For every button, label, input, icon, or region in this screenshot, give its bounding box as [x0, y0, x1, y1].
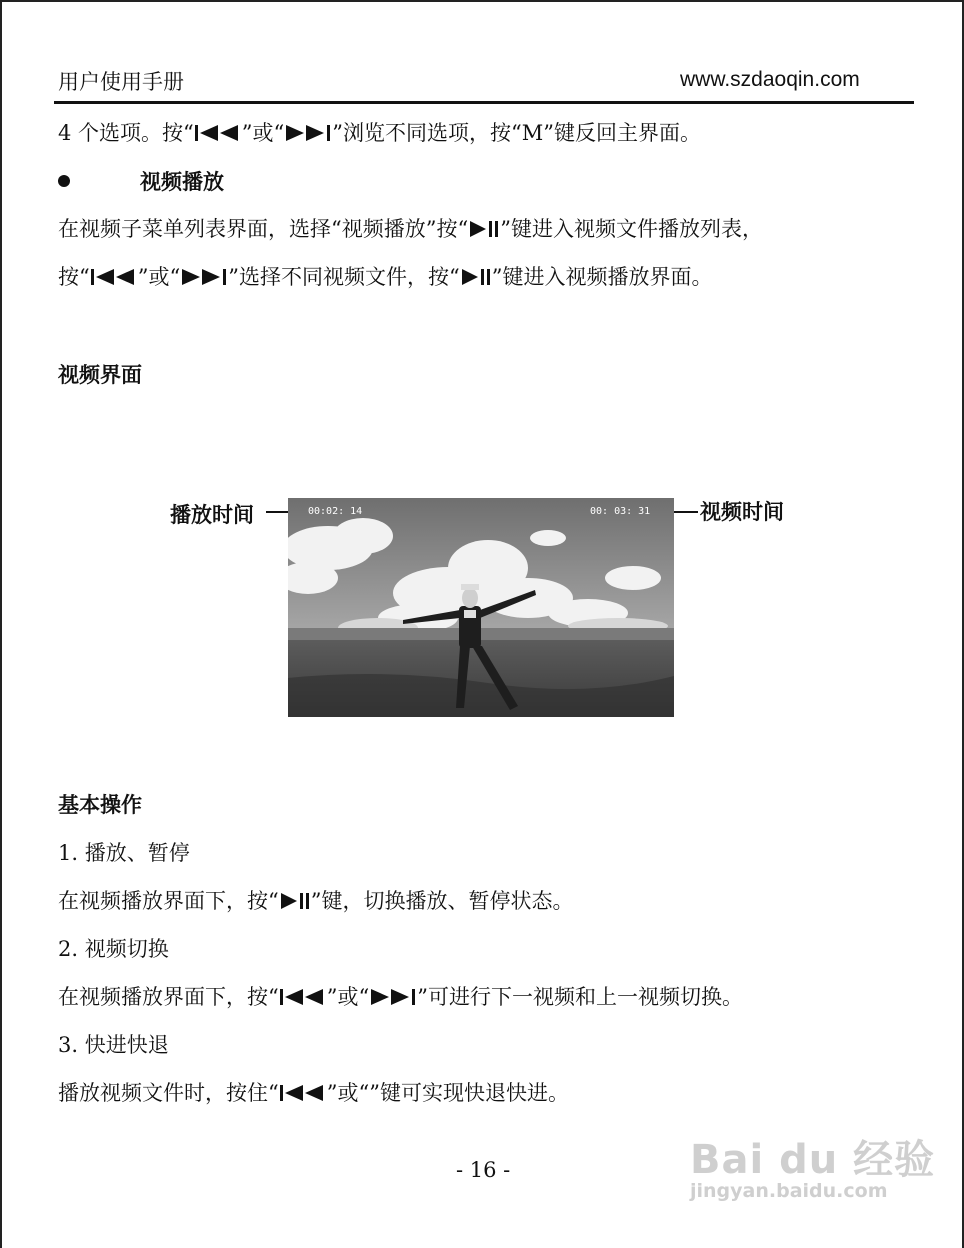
- basic-ops-item3-title: 3. 快进快退: [58, 1033, 169, 1057]
- header-rule: [54, 101, 914, 104]
- video-play-text-2: ”键进入视频文件播放列表，: [500, 217, 763, 241]
- elapsed-time-label: 播放时间: [170, 503, 254, 527]
- video-play-text-1: 在视频子菜单列表界面，选择“视频播放”按“: [58, 217, 469, 241]
- play-pause-icon: [279, 891, 311, 911]
- video-play-text-6: ”键进入视频播放界面。: [491, 265, 713, 289]
- bullet-icon: [58, 175, 70, 187]
- basic-ops-item1-title: 1. 播放、暂停: [58, 841, 190, 865]
- prev-track-icon: [279, 1083, 327, 1103]
- video-frame: [288, 498, 674, 717]
- header-website: www.szdaoqin.com: [680, 68, 860, 91]
- item2-text-1: 在视频播放界面下，按“: [58, 985, 279, 1009]
- video-play-text-5: ”选择不同视频文件，按“: [228, 265, 460, 289]
- basic-ops-item2-text: [58, 984, 743, 1010]
- next-track-icon: [369, 987, 417, 1007]
- item3-text-1: 播放视频文件时，按住“: [58, 1081, 279, 1105]
- item1-text-1: 在视频播放界面下，按“: [58, 889, 279, 913]
- intro-text-1: 4 个选项。按“: [58, 121, 194, 145]
- item3-text-2: ”或“”键可实现快退快进。: [326, 1081, 569, 1105]
- item2-text-2: ”或“: [326, 985, 370, 1009]
- video-play-line-2: [58, 264, 712, 290]
- prev-track-icon: [194, 123, 242, 143]
- play-pause-icon: [468, 219, 500, 239]
- video-play-text-4: ”或“: [137, 265, 181, 289]
- elapsed-time-display: 00:02: 14: [308, 506, 363, 517]
- page-border-top: [0, 0, 964, 2]
- item1-text-2: ”键，切换播放、暂停状态。: [310, 889, 574, 913]
- next-track-icon: [284, 123, 332, 143]
- page-number: - 16 -: [456, 1158, 511, 1182]
- watermark-url: jingyan.baidu.com: [690, 1180, 888, 1202]
- watermark-brand: Bai du 经验: [690, 1137, 936, 1183]
- video-play-text-3: 按“: [58, 265, 90, 289]
- page-border-left: [0, 0, 2, 1248]
- basic-ops-item2-title: 2. 视频切换: [58, 937, 169, 961]
- video-interface-heading: 视频界面: [58, 363, 142, 387]
- prev-track-icon: [90, 267, 138, 287]
- intro-line: [58, 120, 701, 146]
- video-play-heading: 视频播放: [140, 170, 224, 194]
- video-play-line-1: [58, 216, 763, 242]
- total-time-label: 视频时间: [700, 500, 784, 524]
- header-title: 用户使用手册: [58, 70, 184, 94]
- prev-track-icon: [279, 987, 327, 1007]
- video-scene-image: [288, 498, 674, 717]
- basic-ops-heading: 基本操作: [58, 793, 142, 817]
- basic-ops-item3-text: [58, 1080, 569, 1106]
- intro-text-2: ”或“: [241, 121, 285, 145]
- basic-ops-item1-text: [58, 888, 574, 914]
- play-pause-icon: [460, 267, 492, 287]
- total-time-display: 00: 03: 31: [590, 506, 651, 517]
- next-track-icon: [180, 267, 228, 287]
- intro-text-3: ”浏览不同选项，按“M”键反回主界面。: [332, 121, 701, 145]
- item2-text-3: ”可进行下一视频和上一视频切换。: [417, 985, 743, 1009]
